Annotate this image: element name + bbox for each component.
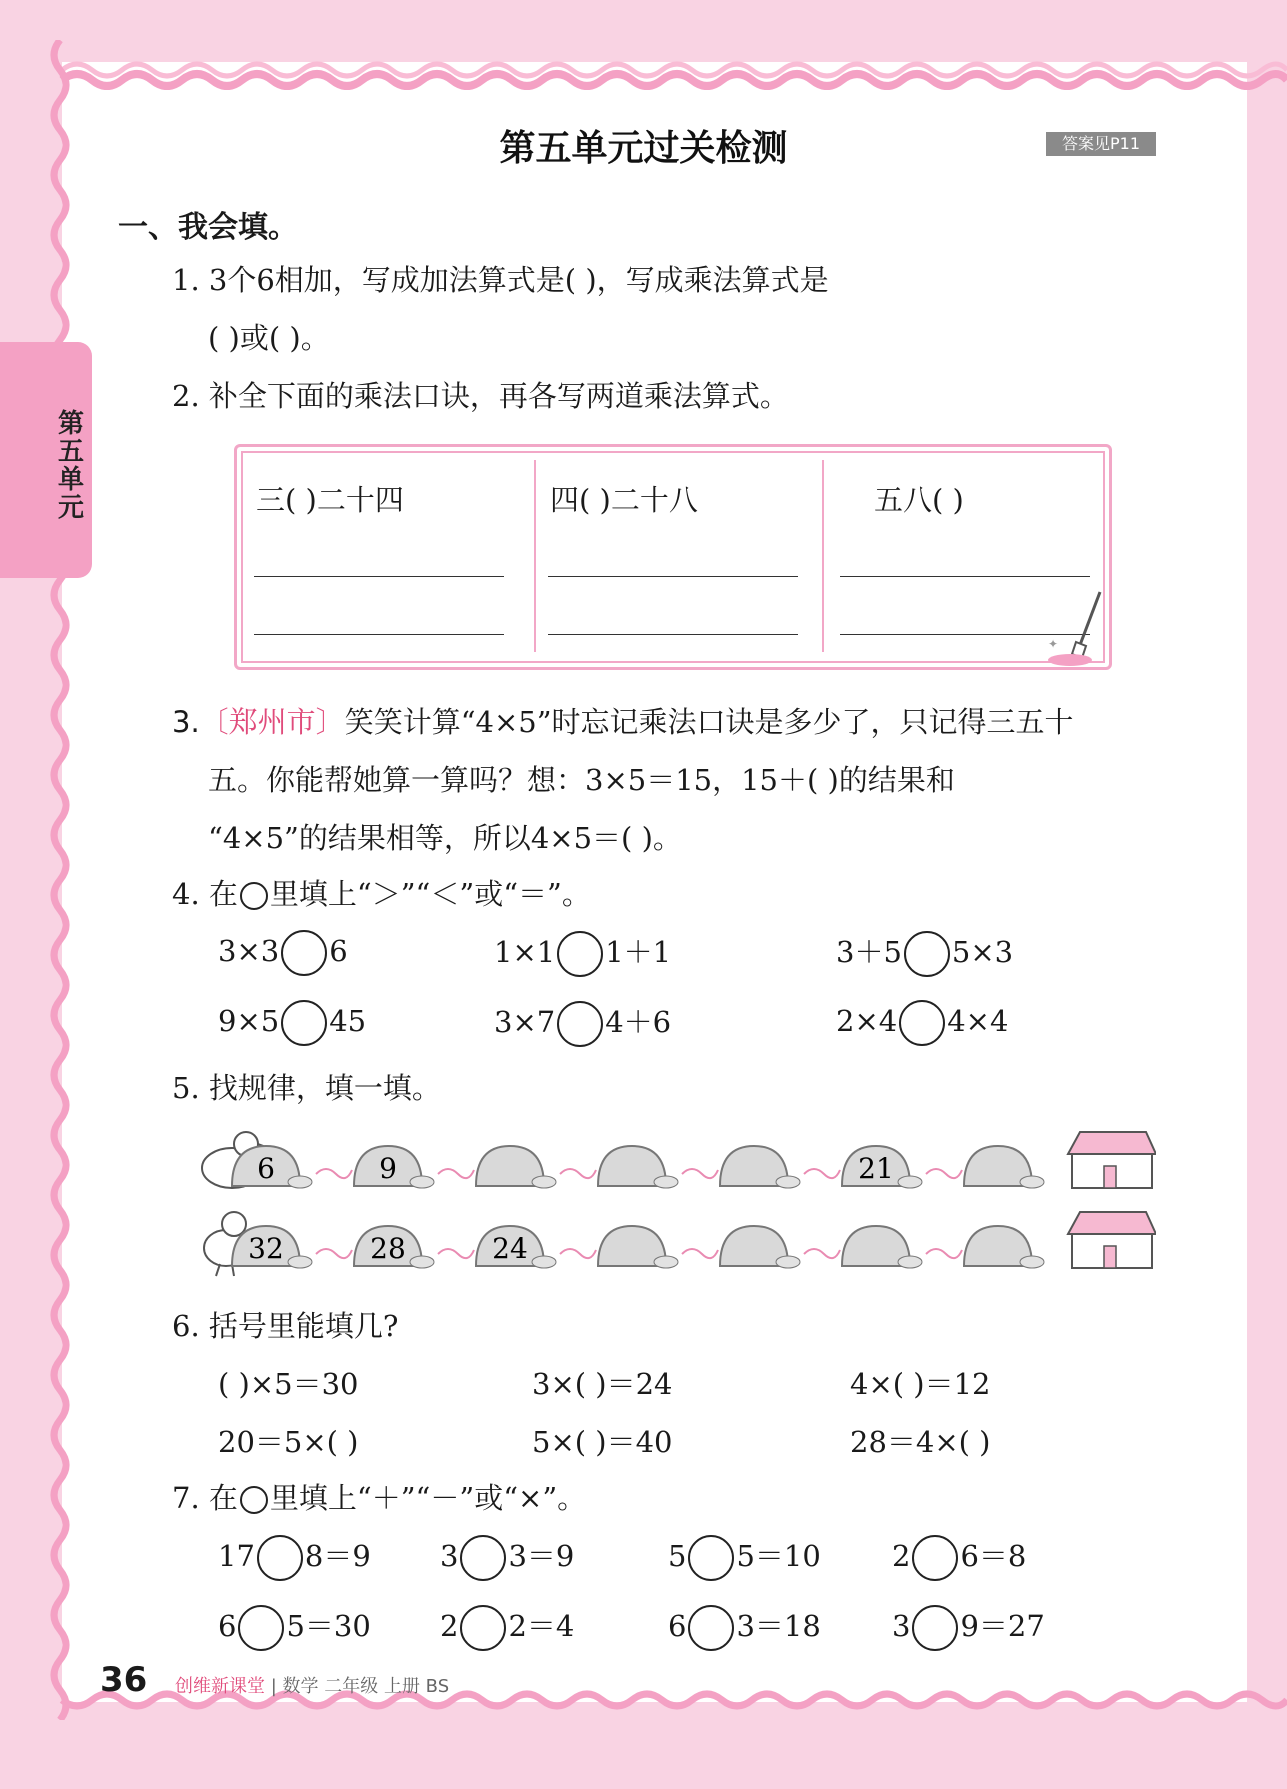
q2-cell-2: 四( )二十八 xyxy=(550,483,698,517)
q7-suffix: 里填上“＋”“－”或“×”。 xyxy=(269,1481,587,1515)
compare-circle[interactable] xyxy=(557,931,603,977)
q4-prefix: 4. 在 xyxy=(172,877,238,911)
circle-icon xyxy=(240,1486,268,1514)
q2-text: 2. 补全下面的乘法口诀，再各写两道乘法算式。 xyxy=(172,379,789,413)
answer-line[interactable] xyxy=(548,634,798,635)
q7-item: 2 6＝8 xyxy=(892,1534,1026,1581)
operator-circle[interactable] xyxy=(912,1605,958,1651)
stone-blank[interactable] xyxy=(598,1146,678,1188)
q6-text: 6. 括号里能填几? xyxy=(172,1309,399,1343)
page-number: 36 xyxy=(100,1660,148,1700)
q2-divider xyxy=(822,460,824,652)
stone-value: 28 xyxy=(370,1232,406,1265)
operator-circle[interactable] xyxy=(688,1605,734,1651)
q6-item: 20＝5×( ) xyxy=(218,1425,359,1459)
q2-cell-1: 三( )二十四 xyxy=(256,483,404,517)
q5-pattern-figure xyxy=(196,1124,1156,1284)
page-title: 第五单元过关检测 xyxy=(499,128,788,169)
answer-line[interactable] xyxy=(548,576,798,577)
compare-circle[interactable] xyxy=(899,1000,945,1046)
operator-circle[interactable] xyxy=(460,1535,506,1581)
q7-item: 3 3＝9 xyxy=(440,1534,574,1581)
arrow-icon xyxy=(926,1169,962,1178)
answer-line[interactable] xyxy=(254,576,504,577)
paint-brush-icon xyxy=(1040,590,1110,670)
stone-blank[interactable] xyxy=(720,1226,800,1268)
stone-blank[interactable] xyxy=(842,1226,922,1268)
stone-value xyxy=(354,1146,434,1188)
answer-reference-badge: 答案见P11 xyxy=(1046,132,1156,156)
q1-line1: 1. 3个6相加，写成加法算式是( )，写成乘法算式是 xyxy=(172,263,829,297)
q7-instruction xyxy=(172,1476,586,1517)
q4-item: 3×7 4＋6 xyxy=(494,1000,671,1047)
q6-item: ( )×5＝30 xyxy=(218,1367,359,1401)
q3-number: 3. xyxy=(172,705,200,739)
arrow-icon xyxy=(560,1249,596,1258)
q7-prefix: 7. 在 xyxy=(172,1481,238,1515)
q4-instruction xyxy=(172,872,591,913)
stone-value xyxy=(232,1226,312,1268)
arrow-icon xyxy=(316,1249,352,1258)
compare-circle[interactable] xyxy=(904,931,950,977)
arrow-icon xyxy=(804,1169,840,1178)
compare-circle[interactable] xyxy=(557,1001,603,1047)
stone-value xyxy=(842,1146,922,1188)
q6-item: 4×( )＝12 xyxy=(850,1367,991,1401)
stone-value xyxy=(476,1226,556,1268)
house-icon xyxy=(1068,1212,1156,1268)
q3-line3: “4×5”的结果相等，所以4×5＝( )。 xyxy=(208,821,682,855)
arrow-icon xyxy=(560,1169,596,1178)
q4-item: 1×1 1＋1 xyxy=(494,930,671,977)
arrow-icon xyxy=(438,1169,474,1178)
operator-circle[interactable] xyxy=(688,1535,734,1581)
q4-item: 2×4 4×4 xyxy=(836,1000,1008,1046)
unit-side-tab-label: 第五单元 xyxy=(58,409,85,523)
stone-blank[interactable] xyxy=(964,1226,1044,1268)
q7-item: 5 5＝10 xyxy=(668,1534,821,1581)
q4-suffix: 里填上“＞”“＜”或“＝”。 xyxy=(269,877,591,911)
footer-info: 创维新课堂 | 数学 二年级 上册 BS xyxy=(175,1676,450,1697)
arrow-icon xyxy=(682,1169,718,1178)
q7-item: 17 8＝9 xyxy=(218,1534,371,1581)
footer-brand: 创维新课堂 xyxy=(175,1676,265,1697)
arrow-icon xyxy=(804,1249,840,1258)
stone-value xyxy=(232,1146,312,1188)
stone-value: 6 xyxy=(257,1152,275,1185)
operator-circle[interactable] xyxy=(460,1605,506,1651)
svg-text:✦: ✦ xyxy=(1048,637,1059,651)
operator-circle[interactable] xyxy=(257,1535,303,1581)
footer-subject: 数学 二年级 上册 BS xyxy=(282,1676,450,1697)
q3-line1: 笑笑计算“4×5”时忘记乘法口诀是多少了，只记得三五十 xyxy=(344,705,1074,739)
answer-line[interactable] xyxy=(840,576,1090,577)
q4-item: 3＋5 5×3 xyxy=(836,930,1013,977)
q1-line2: ( )或( )。 xyxy=(208,321,330,355)
wavy-border-left xyxy=(40,40,80,1720)
section-heading: 一、我会填。 xyxy=(118,210,298,245)
arrow-icon xyxy=(316,1169,352,1178)
stone-value: 9 xyxy=(379,1152,397,1185)
arrow-icon xyxy=(438,1249,474,1258)
house-icon xyxy=(1068,1132,1156,1188)
stone-blank[interactable] xyxy=(598,1226,678,1268)
q3-line1-wrap xyxy=(172,700,1074,741)
compare-circle[interactable] xyxy=(281,930,327,976)
stone-blank[interactable] xyxy=(476,1146,556,1188)
compare-circle[interactable] xyxy=(281,1000,327,1046)
stone-blank[interactable] xyxy=(720,1146,800,1188)
operator-circle[interactable] xyxy=(912,1535,958,1581)
q3-region-tag: 〔郑州市〕 xyxy=(199,705,345,739)
q6-item: 3×( )＝24 xyxy=(532,1367,673,1401)
answer-line[interactable] xyxy=(254,634,504,635)
q7-item: 3 9＝27 xyxy=(892,1604,1045,1651)
wavy-border-top xyxy=(40,40,1287,90)
q7-item: 6 5＝30 xyxy=(218,1604,371,1651)
operator-circle[interactable] xyxy=(238,1605,284,1651)
stone-value: 24 xyxy=(492,1232,528,1265)
q7-item: 6 3＝18 xyxy=(668,1604,821,1651)
stone-value: 21 xyxy=(858,1152,894,1185)
stone-blank[interactable] xyxy=(964,1146,1044,1188)
arrow-icon xyxy=(682,1249,718,1258)
q6-item: 28＝4×( ) xyxy=(850,1425,991,1459)
q2-divider xyxy=(534,460,536,652)
stone-value xyxy=(354,1226,434,1268)
q7-item: 2 2＝4 xyxy=(440,1604,574,1651)
q2-cell-3: 五八( ) xyxy=(874,483,964,517)
q5-text: 5. 找规律，填一填。 xyxy=(172,1071,441,1105)
q3-line2: 五。你能帮她算一算吗？想：3×5＝15，15＋( )的结果和 xyxy=(208,763,955,797)
q4-item: 3×3 6 xyxy=(218,930,348,976)
arrow-icon xyxy=(926,1249,962,1258)
q6-item: 5×( )＝40 xyxy=(532,1425,673,1459)
q4-item: 9×5 45 xyxy=(218,1000,366,1046)
circle-icon xyxy=(240,882,268,910)
stone-value: 32 xyxy=(248,1232,284,1265)
